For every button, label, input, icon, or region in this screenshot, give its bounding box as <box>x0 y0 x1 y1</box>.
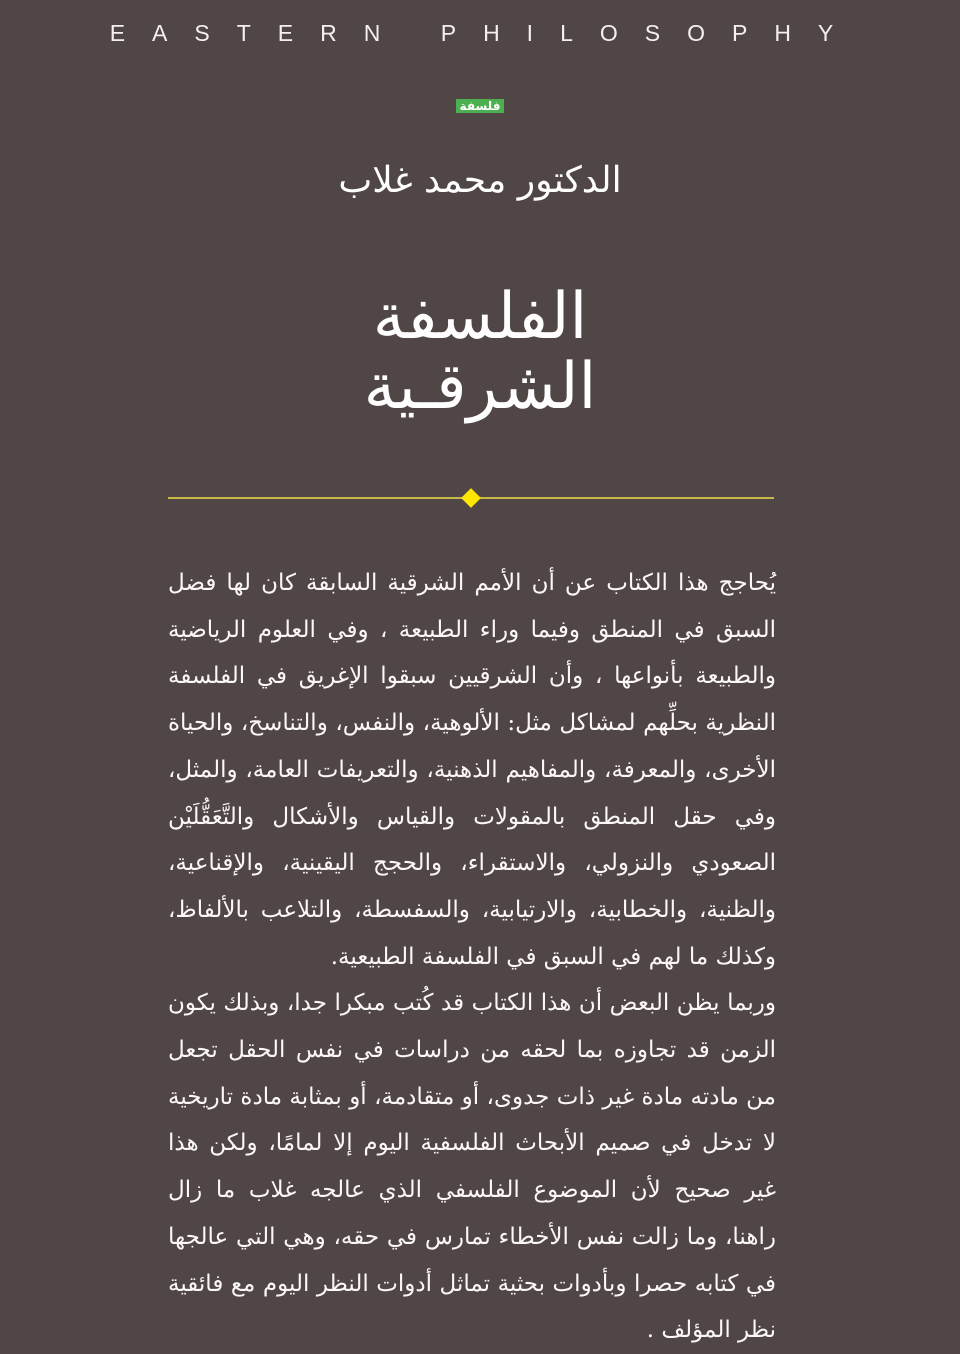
category-badge-container <box>0 95 960 114</box>
book-title-line-2: الشرقـية <box>363 350 597 424</box>
category-badge: فلسفة <box>456 99 505 113</box>
blurb-paragraph-2: وربما يظن البعض أن هذا الكتاب قد كُتب مبكرا جدا، وبذلك يكون الزمن قد تجاوزه بما لحقه من دراسات في نفس الحقل تجعل من مادته مادة غير ذات جدوى، أو متقادمة، أو بمثابة مادة تاريخية لا تدخل في صميم الأبحاث الفلسفية اليوم إلا لمامًا، ولكن هذا غير صحيح لأن الموضوع الفلسفي الذي عالجه غلاب ما زال راهنا، وما زالت نفس الأخطاء تمارس في حقه، وهي التي عالجها في كتابه حصرا وبأدوات بحثية تماثل أدوات النظر اليوم مع فائقية نظر المؤلف . <box>168 990 776 1344</box>
series-title: EASTERN PHILOSOPHY <box>109 20 861 46</box>
blurb-paragraph-1: يُحاجج هذا الكتاب عن أن الأمم الشرقية السابقة كان لها فضل السبق في المنطق وفيما وراء الطبيعة ، وفي العلوم الرياضية والطبيعة بأنواعها ، وأن الشرقيين سبقوا الإغريق في الفلسفة النظرية بحلِّهم لمشاكل مثل: الألوهية، والنفس، والتناسخ، والحياة الأخرى، والمعرفة، والمفاهيم الذهنية، والتعريفات العامة، والمثل، وفي حقل المنطق بالمقولات والقياس والأشكال والتَّعَقُّلَيْن الصعودي والنزولي، والاستقراء، والحجج اليقينية، والإقناعية، والظنية، والخطابية، والارتيابية، والسفسطة، والتلاعب بالألفاظ، وكذلك ما لهم في السبق في الفلسفة الطبيعية. <box>168 570 776 970</box>
blurb-text <box>168 560 776 1354</box>
ornamental-divider <box>168 488 774 508</box>
book-title-line-1: الفلسفة <box>372 280 588 354</box>
diamond-icon <box>461 488 481 508</box>
author-name: الدكتور محمد غلاب <box>338 160 622 201</box>
book-title <box>0 282 960 422</box>
